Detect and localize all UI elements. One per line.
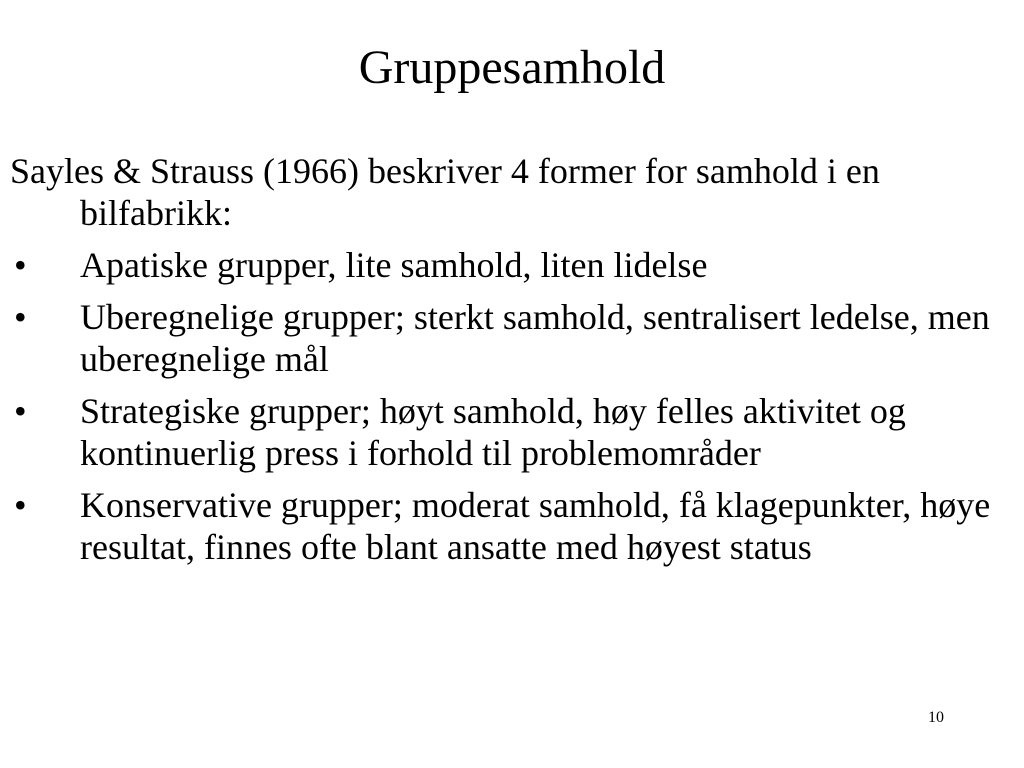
list-item <box>10 244 1015 286</box>
bullet-text: Konservative grupper; moderat samhold, få klagepunkter, høye resultat, finnes ofte blant ansatte med høyest status <box>80 485 991 567</box>
slide-title: Gruppesamhold <box>358 41 666 94</box>
bullet-icon: • <box>14 485 27 525</box>
bullet-icon: • <box>14 297 27 337</box>
list-item <box>10 484 1015 568</box>
page-number: 10 <box>928 709 944 726</box>
bullet-text: Uberegnelige grupper; sterkt samhold, sentralisert ledelse, men uberegnelige mål <box>80 297 990 379</box>
slide-body <box>10 150 1015 578</box>
bullet-icon: • <box>14 245 27 285</box>
bullet-list <box>10 244 1015 568</box>
bullet-text: Apatiske grupper, lite samhold, liten lidelse <box>80 245 708 285</box>
bullet-text: Strategiske grupper; høyt samhold, høy felles aktivitet og kontinuerlig press i forhold til problemområder <box>80 391 906 473</box>
bullet-icon: • <box>14 391 27 431</box>
list-item <box>10 390 1015 474</box>
list-item <box>10 296 1015 380</box>
intro-text: Sayles & Strauss (1966) beskriver 4 former for samhold i en bilfabrikk: <box>10 151 880 233</box>
